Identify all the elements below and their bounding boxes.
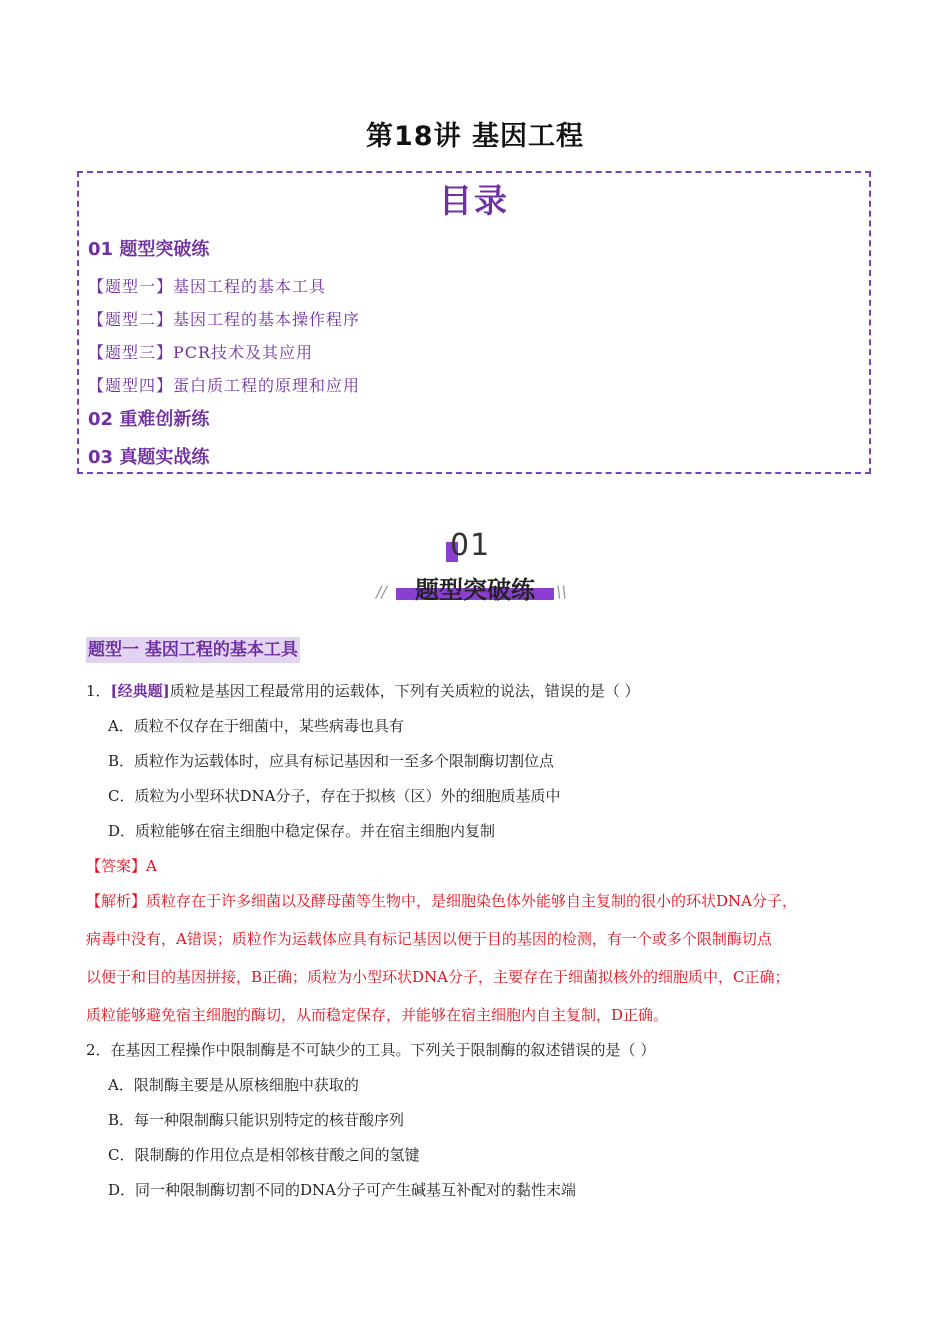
banner-number: 01 <box>450 528 491 563</box>
question-1-explanation-line-4: 质粒能够避免宿主细胞的酶切，从而稳定保存，并能够在宿主细胞内自主复制，D正确。 <box>86 1006 669 1024</box>
question-1-explanation-line-1: 【解析】质粒存在于许多细菌以及酵母菌等生物中，是细胞染色体外能够自主复制的很小的环状DNA分子， <box>86 892 797 910</box>
question-1-option-a: A．质粒不仅存在于细菌中，某些病毒也具有 <box>108 717 404 735</box>
toc-heading: 目录 <box>439 181 509 220</box>
toc-item-type-2[interactable]: 【题型二】基因工程的基本操作程序 <box>88 310 361 329</box>
banner-label: 题型突破练 <box>415 576 535 604</box>
toc-section-3[interactable]: 03 真题实战练 <box>88 447 210 468</box>
question-2-stem: 2．在基因工程操作中限制酶是不可缺少的工具。下列关于限制酶的叙述错误的是（ ） <box>86 1041 656 1059</box>
question-2-option-d: D．同一种限制酶切割不同的DNA分子可产生碱基互补配对的黏性末端 <box>108 1181 577 1199</box>
question-1-answer: 【答案】A <box>86 857 157 875</box>
banner-slash-left: // <box>376 582 387 601</box>
page-title: 第18讲 基因工程 <box>366 121 584 152</box>
toc-item-type-4[interactable]: 【题型四】蛋白质工程的原理和应用 <box>88 376 361 395</box>
toc-section-1[interactable]: 01 题型突破练 <box>88 239 210 260</box>
toc-section-2[interactable]: 02 重难创新练 <box>88 409 210 430</box>
question-1-explanation-line-3: 以便于和目的基因拼接，B正确；质粒为小型环状DNA分子，主要存在于细菌拟核外的细胞质中，C正确； <box>86 968 790 986</box>
toc-item-type-1[interactable]: 【题型一】基因工程的基本工具 <box>88 277 327 296</box>
section-banner <box>370 528 580 608</box>
toc-item-type-3[interactable]: 【题型三】PCR技术及其应用 <box>88 343 314 362</box>
question-1-text: 质粒是基因工程最常用的运载体，下列有关质粒的说法，错误的是（ ） <box>169 682 640 700</box>
question-1-option-d: D．质粒能够在宿主细胞中稳定保存。并在宿主细胞内复制 <box>108 822 496 840</box>
question-1-option-b: B．质粒作为运载体时，应具有标记基因和一至多个限制酶切割位点 <box>108 752 555 770</box>
banner-slash-right: \\ <box>556 582 567 601</box>
question-1-number: 1． <box>86 682 111 700</box>
question-1-stem <box>86 680 640 701</box>
question-1-explanation-line-2: 病毒中没有，A错误；质粒作为运载体应具有标记基因以便于目的基因的检测，有一个或多个限制酶切点 <box>86 930 772 948</box>
question-2-option-a: A．限制酶主要是从原核细胞中获取的 <box>108 1076 359 1094</box>
table-of-contents <box>77 171 871 474</box>
question-2-option-c: C．限制酶的作用位点是相邻核苷酸之间的氢键 <box>108 1146 420 1164</box>
question-1-tag: [经典题] <box>110 682 170 700</box>
question-2-option-b: B．每一种限制酶只能识别特定的核苷酸序列 <box>108 1111 405 1129</box>
question-type-heading: 题型一 基因工程的基本工具 <box>86 637 300 663</box>
question-1-option-c: C．质粒为小型环状DNA分子，存在于拟核（区）外的细胞质基质中 <box>108 787 561 805</box>
